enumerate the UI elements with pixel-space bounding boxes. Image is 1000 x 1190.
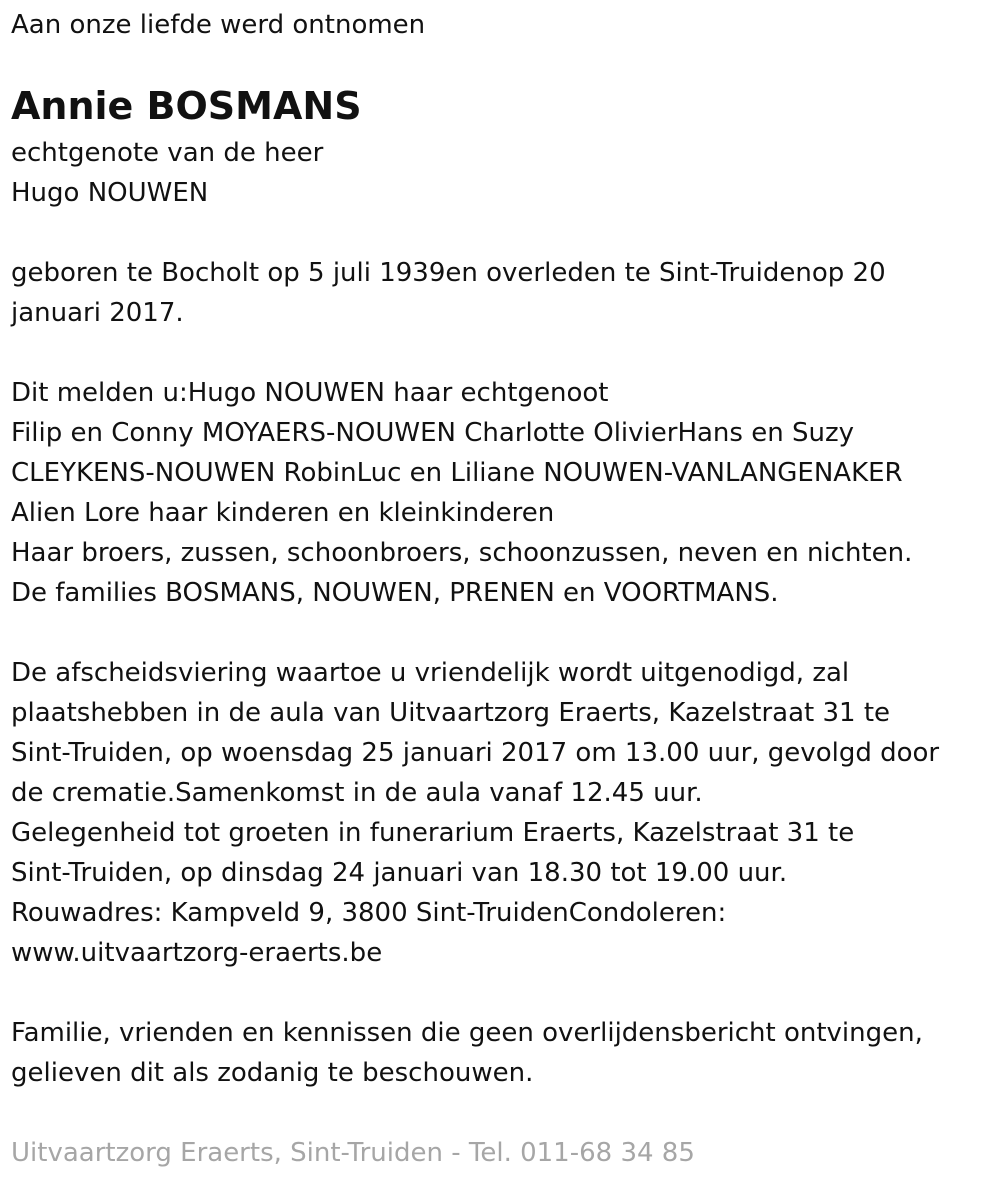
service-block [11,653,939,973]
service-line: Sint-Truiden, op woensdag 25 januari 2017 om 13.00 uur, gevolgd door [11,738,940,768]
service-line: Sint-Truiden, op dinsdag 24 januari van 18.30 tot 19.00 uur. [11,858,788,888]
funeral-home-footer: Uitvaartzorg Eraerts, Sint-Truiden - Tel. 011-68 34 85 [11,1138,695,1168]
notice-block [11,1013,923,1093]
family-block [11,373,912,613]
spouse-line: echtgenote van de heer [11,138,324,168]
family-line: Haar broers, zussen, schoonbroers, schoonzussen, neven en nichten. [11,538,913,568]
family-line: Alien Lore haar kinderen en kleinkinderen [11,498,555,528]
birth-death-line: januari 2017. [11,298,184,328]
intro-line: Aan onze liefde werd ontnomen [11,10,426,40]
deceased-name: Annie BOSMANS [11,84,362,128]
notice-line: gelieven dit als zodanig te beschouwen. [11,1058,534,1088]
condolence-link[interactable]: www.uitvaartzorg-eraerts.be [11,938,383,968]
service-line: De afscheidsviering waartoe u vriendelijk wordt uitgenodigd, zal [11,658,850,688]
birth-death-block [11,253,886,333]
spouse-block [11,133,323,213]
service-line: Gelegenheid tot groeten in funerarium Eraerts, Kazelstraat 31 te [11,818,855,848]
spouse-line: Hugo NOUWEN [11,178,209,208]
family-line: De families BOSMANS, NOUWEN, PRENEN en VOORTMANS. [11,578,779,608]
service-line: de crematie.Samenkomst in de aula vanaf 12.45 uur. [11,778,703,808]
service-line: plaatshebben in de aula van Uitvaartzorg Eraerts, Kazelstraat 31 te [11,698,891,728]
notice-line: Familie, vrienden en kennissen die geen overlijdensbericht ontvingen, [11,1018,923,1048]
birth-death-line: geboren te Bocholt op 5 juli 1939en overleden te Sint-Truidenop 20 [11,258,886,288]
family-line: Dit melden u:Hugo NOUWEN haar echtgenoot [11,378,609,408]
family-line: Filip en Conny MOYAERS-NOUWEN Charlotte OlivierHans en Suzy [11,418,854,448]
family-line: CLEYKENS-NOUWEN RobinLuc en Liliane NOUWEN-VANLANGENAKER [11,458,903,488]
service-line: Rouwadres: Kampveld 9, 3800 Sint-TruidenCondoleren: [11,898,727,928]
